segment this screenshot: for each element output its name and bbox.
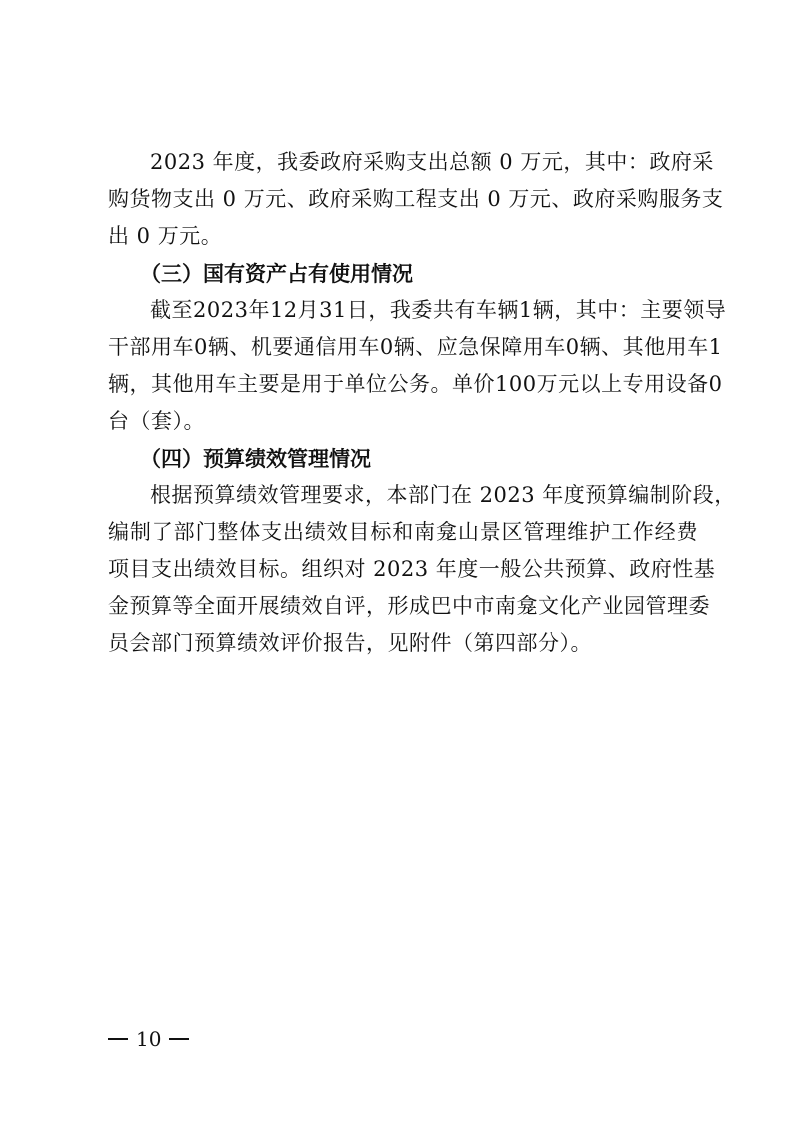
paragraph-line: 干部用车0辆、机要通信用车0辆、应急保障用车0辆、其他用车1 [108, 335, 723, 359]
paragraph-line: 根据预算绩效管理要求，本部门在 2023 年度预算编制阶段， [150, 483, 736, 507]
paragraph-line: 金预算等全面开展绩效自评，形成巴中市南龛文化产业园管理委 [108, 594, 710, 618]
paragraph-line: 辆，其他用车主要是用于单位公务。单价100万元以上专用设备0 [108, 372, 723, 396]
page-footer [108, 1024, 189, 1054]
paragraph-line: 台（套）。 [108, 409, 205, 433]
section-heading-4: （四）预算绩效管理情况 [140, 446, 371, 471]
paragraph-line: 2023 年度，我委政府采购支出总额 0 万元，其中：政府采 [150, 150, 714, 174]
section-heading-3: （三）国有资产占有使用情况 [140, 261, 413, 286]
paragraph-line: 截至2023年12月31日，我委共有车辆1辆，其中：主要领导 [150, 298, 727, 322]
page-number: 10 [136, 1027, 162, 1051]
paragraph-line: 员会部门预算绩效评价报告，见附件（第四部分）。 [108, 631, 592, 655]
dash-right [169, 1038, 189, 1040]
paragraph-line: 项目支出绩效目标。组织对 2023 年度一般公共预算、政府性基 [108, 557, 716, 581]
paragraph-line: 编制了部门整体支出绩效目标和南龛山景区管理维护工作经费 [108, 520, 698, 544]
paragraph-line: 购货物支出 0 万元、政府采购工程支出 0 万元、政府采购服务支 [108, 187, 724, 211]
dash-left [108, 1038, 128, 1040]
paragraph-line: 出 0 万元。 [108, 224, 223, 248]
